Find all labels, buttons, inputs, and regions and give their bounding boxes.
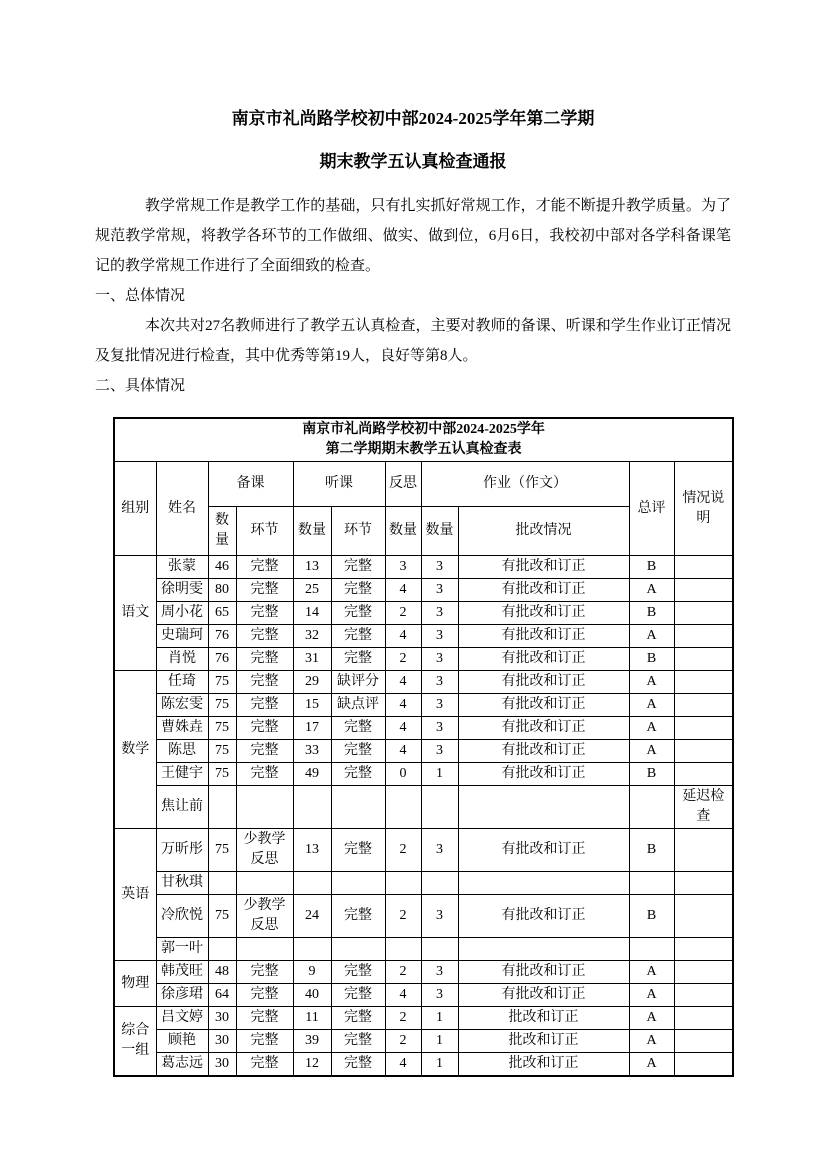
beike-huanjie-cell: 少教学反思 [236,829,293,872]
teacher-name-cell: 周小花 [156,602,208,625]
tingke-huanjie-cell: 完整 [331,1053,385,1077]
fansi-count-cell: 4 [385,625,421,648]
zongping-cell: B [629,829,674,872]
beike-huanjie-cell: 完整 [236,648,293,671]
pigai-cell [458,938,629,961]
tingke-count-cell: 29 [293,671,331,694]
teacher-name-cell: 焦让前 [156,786,208,829]
tingke-count-cell: 13 [293,829,331,872]
tingke-huanjie-cell: 缺点评 [331,694,385,717]
zongping-cell: A [629,1007,674,1030]
pigai-cell: 有批改和订正 [458,579,629,602]
beike-count-cell: 75 [208,895,236,938]
beike-count-cell [208,872,236,895]
tingke-huanjie-cell: 完整 [331,740,385,763]
beike-huanjie-cell: 完整 [236,1053,293,1077]
tingke-count-cell: 24 [293,895,331,938]
table-row [114,938,733,961]
pigai-cell: 有批改和订正 [458,694,629,717]
pigai-cell: 批改和订正 [458,1007,629,1030]
zuoye-count-cell: 1 [421,763,458,786]
teacher-name-cell: 甘秋琪 [156,872,208,895]
table-row [114,556,733,579]
zongping-cell: A [629,694,674,717]
zuoye-count-cell: 3 [421,694,458,717]
zuoye-count-cell: 3 [421,829,458,872]
zongping-cell: A [629,717,674,740]
tingke-huanjie-cell [331,938,385,961]
note-cell [674,829,733,872]
beike-huanjie-cell: 完整 [236,740,293,763]
fansi-count-cell: 2 [385,602,421,625]
table-title [114,418,733,462]
note-cell [674,961,733,984]
note-cell [674,556,733,579]
table-row [114,602,733,625]
fansi-count-cell: 4 [385,671,421,694]
tingke-count-cell: 33 [293,740,331,763]
fansi-count-cell: 4 [385,1053,421,1077]
beike-count-cell: 75 [208,671,236,694]
beike-count-cell: 30 [208,1030,236,1053]
tingke-count-cell: 32 [293,625,331,648]
table-row [114,579,733,602]
pigai-cell: 有批改和订正 [458,556,629,579]
teacher-name-cell: 任琦 [156,671,208,694]
header-zuoye-count: 数量 [421,507,458,556]
pigai-cell [458,786,629,829]
fansi-count-cell [385,786,421,829]
tingke-count-cell: 25 [293,579,331,602]
zuoye-count-cell: 3 [421,648,458,671]
note-cell [674,602,733,625]
tingke-huanjie-cell: 完整 [331,579,385,602]
table-row [114,671,733,694]
group-cell: 综合一组 [114,1007,156,1077]
tingke-count-cell: 15 [293,694,331,717]
pigai-cell: 有批改和订正 [458,763,629,786]
table-row [114,872,733,895]
zuoye-count-cell: 3 [421,579,458,602]
beike-count-cell: 64 [208,984,236,1007]
note-cell [674,984,733,1007]
note-cell [674,895,733,938]
header-group: 组别 [114,462,156,556]
beike-count-cell: 76 [208,625,236,648]
note-cell [674,671,733,694]
tingke-count-cell: 14 [293,602,331,625]
zongping-cell [629,938,674,961]
beike-count-cell: 75 [208,740,236,763]
teacher-name-cell: 史瑞珂 [156,625,208,648]
table-row [114,1053,733,1077]
tingke-huanjie-cell: 完整 [331,961,385,984]
fansi-count-cell [385,872,421,895]
check-table [113,417,734,1077]
header-pigai: 批改情况 [458,507,629,556]
tingke-huanjie-cell [331,872,385,895]
pigai-cell [458,872,629,895]
tingke-huanjie-cell: 完整 [331,1007,385,1030]
teacher-name-cell: 王健宇 [156,763,208,786]
zuoye-count-cell: 1 [421,1007,458,1030]
beike-huanjie-cell: 完整 [236,984,293,1007]
header-tingke: 听课 [293,462,385,507]
teacher-name-cell: 陈思 [156,740,208,763]
group-cell: 物理 [114,961,156,1007]
tingke-count-cell: 49 [293,763,331,786]
zongping-cell: B [629,763,674,786]
beike-huanjie-cell: 完整 [236,717,293,740]
header-zuoye: 作业（作文） [421,462,629,507]
table-row [114,717,733,740]
tingke-huanjie-cell: 完整 [331,556,385,579]
beike-huanjie-cell: 少教学反思 [236,895,293,938]
zongping-cell: A [629,671,674,694]
zuoye-count-cell: 3 [421,625,458,648]
teacher-name-cell: 吕文婷 [156,1007,208,1030]
section-1-paragraph: 本次共对27名教师进行了教学五认真检查，主要对教师的备课、听课和学生作业订正情况及复批情况进行检查，其中优秀等第19人，良好等第8人。 [95,318,731,364]
beike-count-cell: 65 [208,602,236,625]
fansi-count-cell: 4 [385,984,421,1007]
zongping-cell: B [629,648,674,671]
note-cell [674,694,733,717]
pigai-cell: 有批改和订正 [458,895,629,938]
fansi-count-cell: 0 [385,763,421,786]
zongping-cell [629,872,674,895]
table-row [114,1007,733,1030]
header-zongping: 总评 [629,462,674,556]
table-title-row [114,418,733,462]
header-beike-count: 数量 [208,507,236,556]
fansi-count-cell: 2 [385,895,421,938]
teacher-name-cell: 葛志远 [156,1053,208,1077]
pigai-cell: 批改和订正 [458,1053,629,1077]
teacher-name-cell: 冷欣悦 [156,895,208,938]
teacher-name-cell: 万昕彤 [156,829,208,872]
tingke-count-cell: 13 [293,556,331,579]
beike-huanjie-cell: 完整 [236,625,293,648]
beike-huanjie-cell: 完整 [236,602,293,625]
document-content [95,106,731,1077]
fansi-count-cell: 2 [385,1007,421,1030]
table-row [114,740,733,763]
note-cell [674,1053,733,1077]
fansi-count-cell: 2 [385,648,421,671]
tingke-count-cell: 39 [293,1030,331,1053]
teacher-name-cell: 顾艳 [156,1030,208,1053]
zuoye-count-cell: 3 [421,961,458,984]
tingke-count-cell [293,938,331,961]
teacher-name-cell: 徐彦珺 [156,984,208,1007]
tingke-huanjie-cell: 完整 [331,602,385,625]
intro-paragraph: 教学常规工作是教学工作的基础，只有扎实抓好常规工作，才能不断提升教学质量。为了规范教学常规，将教学各环节的工作做细、做实、做到位，6月6日，我校初中部对各学科备课笔记的教学常规工作进行了全面细致的检查。 [95,198,731,274]
zuoye-count-cell: 3 [421,895,458,938]
pigai-cell: 有批改和订正 [458,717,629,740]
tingke-huanjie-cell: 完整 [331,1030,385,1053]
note-cell [674,579,733,602]
zuoye-count-cell [421,938,458,961]
beike-count-cell [208,786,236,829]
table-row [114,694,733,717]
header-note: 情况说明 [674,462,733,556]
tingke-huanjie-cell: 缺评分 [331,671,385,694]
note-cell [674,938,733,961]
table-header-row-1 [114,462,733,507]
note-cell [674,1030,733,1053]
note-cell [674,763,733,786]
fansi-count-cell: 4 [385,717,421,740]
fansi-count-cell [385,938,421,961]
beike-count-cell: 80 [208,579,236,602]
zongping-cell: A [629,961,674,984]
beike-count-cell: 46 [208,556,236,579]
header-fansi: 反思 [385,462,421,507]
beike-count-cell: 30 [208,1053,236,1077]
fansi-count-cell: 2 [385,829,421,872]
pigai-cell: 有批改和订正 [458,602,629,625]
note-cell [674,740,733,763]
zongping-cell: B [629,602,674,625]
pigai-cell: 有批改和订正 [458,671,629,694]
note-cell [674,872,733,895]
tingke-count-cell: 9 [293,961,331,984]
table-row [114,648,733,671]
beike-huanjie-cell: 完整 [236,1030,293,1053]
pigai-cell: 有批改和订正 [458,740,629,763]
beike-huanjie-cell: 完整 [236,671,293,694]
tingke-huanjie-cell: 完整 [331,984,385,1007]
zongping-cell: A [629,1053,674,1077]
table-title-line1: 南京市礼尚路学校初中部2024-2025学年 [302,422,545,437]
beike-count-cell: 75 [208,717,236,740]
tingke-huanjie-cell [331,786,385,829]
zongping-cell: B [629,895,674,938]
tingke-count-cell: 11 [293,1007,331,1030]
pigai-cell: 有批改和订正 [458,648,629,671]
header-tingke-huanjie: 环节 [331,507,385,556]
tingke-huanjie-cell: 完整 [331,895,385,938]
zuoye-count-cell: 3 [421,740,458,763]
beike-huanjie-cell [236,786,293,829]
pigai-cell: 有批改和订正 [458,984,629,1007]
tingke-huanjie-cell: 完整 [331,625,385,648]
beike-count-cell: 75 [208,763,236,786]
table-row [114,829,733,872]
pigai-cell: 有批改和订正 [458,961,629,984]
fansi-count-cell: 2 [385,1030,421,1053]
header-tingke-count: 数量 [293,507,331,556]
beike-count-cell: 76 [208,648,236,671]
teacher-name-cell: 韩茂旺 [156,961,208,984]
header-fansi-count: 数量 [385,507,421,556]
zongping-cell: A [629,984,674,1007]
check-table-body [114,556,733,1077]
teacher-name-cell: 肖悦 [156,648,208,671]
note-cell [674,648,733,671]
zuoye-count-cell: 3 [421,602,458,625]
zuoye-count-cell: 1 [421,1030,458,1053]
beike-count-cell: 48 [208,961,236,984]
zongping-cell: A [629,579,674,602]
table-row [114,895,733,938]
fansi-count-cell: 4 [385,579,421,602]
tingke-count-cell [293,872,331,895]
tingke-count-cell: 17 [293,717,331,740]
tingke-huanjie-cell: 完整 [331,829,385,872]
section-2-heading: 二、具体情况 [95,378,186,394]
tingke-huanjie-cell: 完整 [331,717,385,740]
beike-huanjie-cell: 完整 [236,694,293,717]
beike-huanjie-cell: 完整 [236,579,293,602]
note-cell [674,717,733,740]
tingke-count-cell [293,786,331,829]
table-title-line2: 第二学期期末教学五认真检查表 [325,442,522,457]
tingke-count-cell: 12 [293,1053,331,1077]
beike-huanjie-cell: 完整 [236,763,293,786]
zongping-cell: A [629,625,674,648]
beike-count-cell: 30 [208,1007,236,1030]
header-beike-huanjie: 环节 [236,507,293,556]
zuoye-count-cell [421,786,458,829]
table-row [114,786,733,829]
beike-count-cell: 75 [208,694,236,717]
header-name: 姓名 [156,462,208,556]
table-row [114,961,733,984]
teacher-name-cell: 曹姝垚 [156,717,208,740]
zuoye-count-cell: 3 [421,717,458,740]
doc-title-line1: 南京市礼尚路学校初中部2024-2025学年第二学期 [231,109,595,128]
zuoye-count-cell: 3 [421,556,458,579]
table-row [114,763,733,786]
group-cell: 数学 [114,671,156,829]
table-row [114,1030,733,1053]
note-cell: 延迟检查 [674,786,733,829]
zongping-cell [629,786,674,829]
pigai-cell: 批改和订正 [458,1030,629,1053]
section-1-heading: 一、总体情况 [95,288,186,304]
note-cell [674,625,733,648]
beike-count-cell: 75 [208,829,236,872]
beike-count-cell [208,938,236,961]
tingke-huanjie-cell: 完整 [331,763,385,786]
tingke-huanjie-cell: 完整 [331,648,385,671]
beike-huanjie-cell: 完整 [236,1007,293,1030]
beike-huanjie-cell [236,938,293,961]
zuoye-count-cell [421,872,458,895]
zongping-cell: A [629,1030,674,1053]
zuoye-count-cell: 1 [421,1053,458,1077]
teacher-name-cell: 郭一叶 [156,938,208,961]
beike-huanjie-cell: 完整 [236,556,293,579]
fansi-count-cell: 2 [385,961,421,984]
zuoye-count-cell: 3 [421,671,458,694]
fansi-count-cell: 4 [385,694,421,717]
teacher-name-cell: 陈宏雯 [156,694,208,717]
header-beike: 备课 [208,462,293,507]
beike-huanjie-cell: 完整 [236,961,293,984]
tingke-count-cell: 31 [293,648,331,671]
fansi-count-cell: 4 [385,740,421,763]
group-cell: 英语 [114,829,156,961]
pigai-cell: 有批改和订正 [458,625,629,648]
table-row [114,984,733,1007]
fansi-count-cell: 3 [385,556,421,579]
doc-title-line2: 期末教学五认真检查通报 [319,152,507,171]
group-cell: 语文 [114,556,156,671]
beike-huanjie-cell [236,872,293,895]
pigai-cell: 有批改和订正 [458,829,629,872]
zuoye-count-cell: 3 [421,984,458,1007]
teacher-name-cell: 徐明雯 [156,579,208,602]
teacher-name-cell: 张蒙 [156,556,208,579]
zongping-cell: A [629,740,674,763]
note-cell [674,1007,733,1030]
tingke-count-cell: 40 [293,984,331,1007]
table-row [114,625,733,648]
zongping-cell: B [629,556,674,579]
